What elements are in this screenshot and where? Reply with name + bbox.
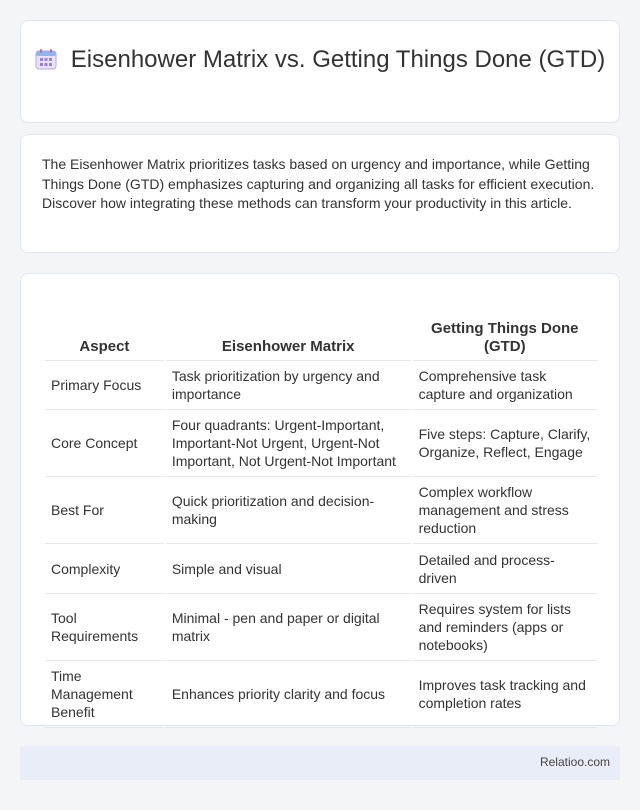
row-eisenhower: Four quadrants: Urgent-Important, Important-Not Urgent, Urgent-Not Important, Not Urgent-Not Important [166, 410, 411, 477]
row-aspect: Core Concept [45, 410, 164, 477]
table-header-row [45, 296, 597, 361]
row-eisenhower: Enhances priority clarity and focus [166, 661, 411, 728]
table-row [45, 410, 597, 477]
table-row [45, 477, 597, 544]
row-gtd: Requires system for lists and reminders (apps or notebooks) [413, 594, 597, 661]
table-row [45, 594, 597, 661]
row-gtd: Detailed and process-driven [413, 544, 597, 594]
row-aspect: Complexity [45, 544, 164, 594]
row-eisenhower: Simple and visual [166, 544, 411, 594]
row-gtd: Five steps: Capture, Clarify, Organize, Reflect, Engage [413, 410, 597, 477]
intro-card [20, 134, 620, 253]
title-card [20, 20, 620, 123]
intro-text: The Eisenhower Matrix prioritizes tasks based on urgency and importance, while Getting Things Done (GTD) emphasizes capturing and organizing all tasks for efficient execution. Discover how integrating these methods can transform your productivity in this article. [42, 156, 595, 211]
header-aspect: Aspect [45, 296, 164, 361]
row-aspect: Primary Focus [45, 361, 164, 410]
row-gtd: Complex workflow management and stress reduction [413, 477, 597, 544]
table-row [45, 544, 597, 594]
row-gtd: Improves task tracking and completion rates [413, 661, 597, 728]
row-aspect: Best For [45, 477, 164, 544]
footer-brand: Relatioo.com [539, 755, 610, 769]
comparison-card [20, 273, 620, 726]
footer [20, 746, 620, 780]
row-eisenhower: Minimal - pen and paper or digital matrix [166, 594, 411, 661]
header-gtd: Getting Things Done (GTD) [413, 296, 597, 361]
header-eisenhower: Eisenhower Matrix [166, 296, 411, 361]
row-eisenhower: Quick prioritization and decision-making [166, 477, 411, 544]
page-title: Eisenhower Matrix vs. Getting Things Done (GTD) [70, 46, 606, 73]
table-row [45, 361, 597, 410]
row-gtd: Comprehensive task capture and organization [413, 361, 597, 410]
page-title-row [21, 45, 619, 78]
table-row [45, 661, 597, 728]
row-aspect: Tool Requirements [45, 594, 164, 661]
row-eisenhower: Task prioritization by urgency and importance [166, 361, 411, 410]
row-aspect: Time Management Benefit [45, 661, 164, 728]
comparison-table [43, 296, 599, 728]
calendar-icon [35, 48, 57, 78]
